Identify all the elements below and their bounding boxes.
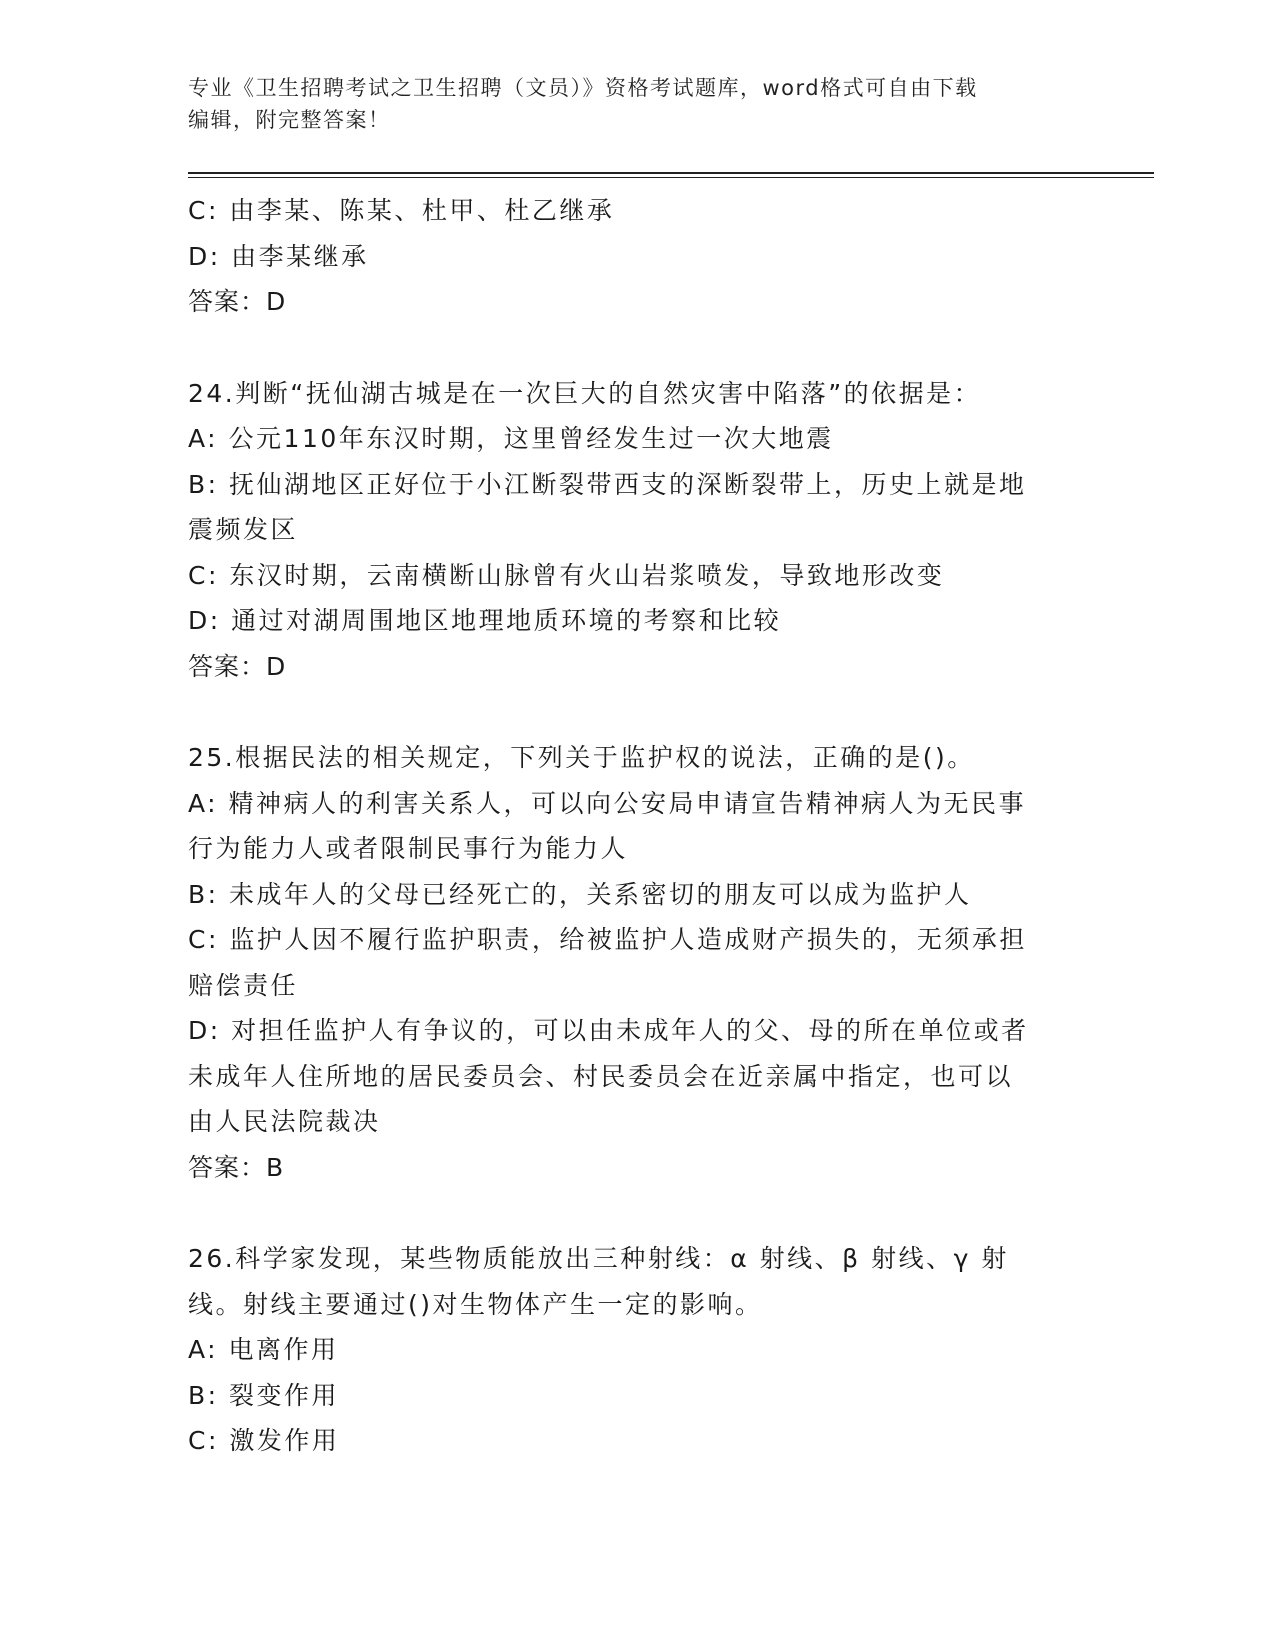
option-b: B: 裂变作用: [188, 1380, 340, 1410]
option-a-continued: 行为能力人或者限制民事行为能力人: [188, 834, 629, 863]
question-25: [188, 735, 1088, 1190]
answer-line: 答案：D: [188, 287, 287, 316]
question-stem: 26.科学家发现，某些物质能放出三种射线：α 射线、β 射线、γ 射: [188, 1244, 1009, 1273]
option-c-continued: 赔偿责任: [188, 970, 299, 1000]
divider-thin-line: [188, 177, 1154, 178]
header-divider: [188, 172, 1154, 178]
question-stem: 24.判断“抚仙湖古城是在一次巨大的自然灾害中陷落”的依据是：: [188, 378, 982, 408]
header-line-1: 专业《卫生招聘考试之卫生招聘（文员）》资格考试题库，word格式可自由下载: [188, 76, 978, 100]
option-a: A: 精神病人的利害关系人，可以向公安局申请宣告精神病人为无民事: [188, 788, 1027, 818]
question-gap: [188, 1190, 1088, 1236]
question-gap: [188, 325, 1088, 371]
answer-line: 答案：D: [188, 651, 287, 681]
question-stem-continued: 线。射线主要通过()对生物体产生一定的影响。: [188, 1289, 763, 1319]
question-content: [188, 188, 1088, 1464]
option-d: D: 通过对湖周围地区地理地质环境的考察和比较: [188, 606, 782, 635]
option-b-continued: 震频发区: [188, 515, 299, 544]
option-c: C: 由李某、陈某、杜甲、杜乙继承: [188, 196, 615, 225]
option-a: A: 公元110年东汉时期，这里曾经发生过一次大地震: [188, 424, 834, 453]
option-b: B: 抚仙湖地区正好位于小江断裂带西支的深断裂带上，历史上就是地: [188, 469, 1027, 499]
question-24: [188, 371, 1088, 690]
question-gap: [188, 689, 1088, 735]
document-header: [188, 72, 1088, 136]
option-c: C: 东汉时期，云南横断山脉曾有火山岩浆喷发，导致地形改变: [188, 560, 945, 590]
question-26: [188, 1236, 1088, 1464]
option-b: B: 未成年人的父母已经死亡的，关系密切的朋友可以成为监护人: [188, 879, 972, 909]
option-c: C: 监护人因不履行监护职责，给被监护人造成财产损失的，无须承担: [188, 925, 1027, 954]
header-line-2: 编辑，附完整答案！: [188, 108, 391, 132]
answer-line: 答案：B: [188, 1152, 285, 1182]
option-d: D: 对担任监护人有争议的，可以由未成年人的父、母的所在单位或者: [188, 1016, 1029, 1045]
divider-thick-line: [188, 172, 1154, 174]
option-d-continued: 未成年人住所地的居民委员会、村民委员会在近亲属中指定，也可以: [188, 1061, 1014, 1091]
option-d-continued: 由人民法院裁决: [188, 1107, 381, 1136]
option-d: D: 由李某继承: [188, 241, 369, 271]
option-c: C: 激发作用: [188, 1426, 340, 1455]
option-a: A: 电离作用: [188, 1335, 339, 1364]
question-stem: 25.根据民法的相关规定，下列关于监护权的说法，正确的是()。: [188, 743, 975, 772]
